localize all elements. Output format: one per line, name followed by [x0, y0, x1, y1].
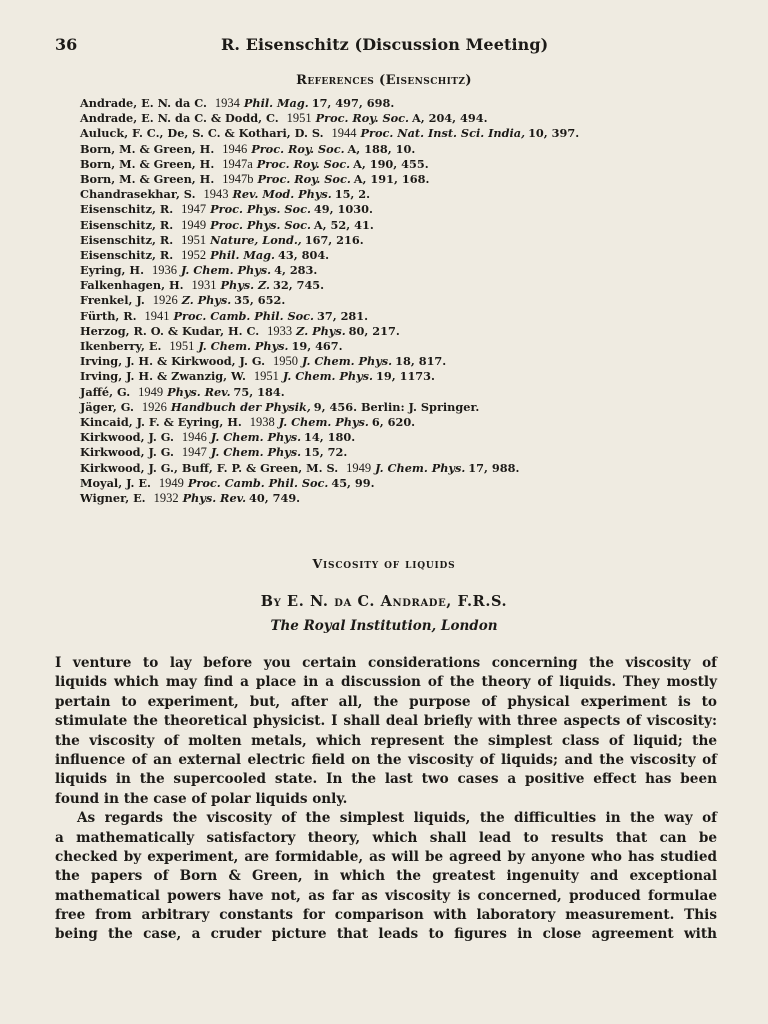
reference-volume: 32, [272, 278, 293, 293]
reference-journal: Z. Phys. [296, 323, 346, 338]
reference-pages: 497, 698. [335, 96, 395, 110]
reference-year: 1931 [191, 278, 217, 293]
reference-pages: 281. [340, 308, 369, 323]
reference-item [80, 248, 700, 263]
reference-year: 1947a [222, 156, 253, 171]
reference-pages: 749. [272, 490, 301, 505]
reference-volume: 4, [274, 263, 286, 278]
reference-journal: Proc. Roy. Soc. [315, 111, 409, 126]
reference-item [80, 324, 700, 339]
reference-journal: Proc. Nat. Inst. Sci. India, [360, 126, 526, 141]
reference-year: 1944 [331, 126, 357, 141]
reference-item [80, 96, 700, 111]
reference-authors: Moyal, J. E. [80, 475, 151, 490]
reference-volume: 14, [304, 430, 324, 445]
reference-authors: Chandrasekhar, S. [80, 187, 196, 202]
reference-item [80, 354, 700, 369]
reference-year: 1950 [272, 354, 298, 369]
article-affiliation: The Royal Institution, London [270, 618, 498, 634]
reference-authors: Irving, J. H. & Kirkwood, J. G. [80, 354, 266, 369]
body-line: liquids which may find a place in a discussion of the theory of liquids. They mostly [55, 674, 717, 691]
reference-item [80, 293, 700, 308]
reference-year: 1943 [203, 187, 229, 202]
reference-item [80, 218, 700, 233]
body-line: mathematical powers have not, as far as viscosity is concerned, produced formulae [55, 887, 717, 904]
reference-authors: Eyring, H. [80, 263, 145, 278]
article-byline: By E. N. da C. Andrade, F.R.S. [260, 593, 508, 610]
reference-journal: Proc. Phys. Soc. [210, 217, 311, 232]
reference-journal: Phys. Rev. [167, 384, 231, 399]
body-line: a mathematically satisfactory theory, which shall lead to results that can be [55, 829, 717, 846]
reference-volume: A, 188, [347, 141, 392, 156]
reference-item [80, 400, 700, 415]
reference-item [80, 126, 700, 141]
reference-journal: J. Chem. Phys. [301, 354, 393, 369]
reference-journal: Nature, Lond., [210, 232, 302, 247]
reference-pages: 652. [257, 293, 286, 308]
reference-year: 1951 [253, 369, 279, 384]
reference-pages: 10. [395, 141, 416, 156]
reference-journal: Proc. Roy. Soc. [257, 171, 351, 186]
reference-year: 1949 [158, 475, 184, 490]
reference-volume: 19, [375, 369, 396, 384]
reference-authors: Jaffé, G. [80, 384, 131, 399]
running-head [55, 35, 715, 57]
reference-item [80, 415, 700, 430]
reference-authors: Eisenschitz, R. [80, 247, 174, 262]
reference-year: 1947 [181, 202, 207, 217]
reference-item [80, 202, 700, 217]
reference-journal: Phil. Mag. [210, 247, 275, 262]
reference-pages: 168. [401, 171, 430, 186]
reference-authors: Wigner, E. [80, 490, 146, 505]
reference-pages: 72. [327, 445, 348, 460]
reference-item [80, 309, 700, 324]
page-number: 36 [55, 35, 78, 54]
reference-journal: Phys. Rev. [182, 490, 246, 505]
reference-volume: 35, [234, 293, 254, 308]
reference-pages: 397. [551, 126, 580, 141]
reference-authors: Born, M. & Green, H. [80, 141, 215, 156]
reference-pages: 804. [301, 247, 330, 262]
reference-year: 1932 [153, 490, 179, 505]
reference-authors: Falkenhagen, H. [80, 278, 184, 293]
body-line: As regards the viscosity of the simplest liquids, the difficulties in the way of [77, 810, 717, 827]
reference-volume: 9, [313, 399, 326, 414]
reference-volume: 75, [233, 384, 254, 399]
references-heading: References (Eisenschitz) [296, 73, 472, 88]
reference-pages: 745. [296, 278, 325, 293]
reference-year: 1947 [181, 445, 207, 460]
reference-volume: 18, [395, 354, 415, 369]
reference-pages: 817. [418, 354, 447, 369]
reference-authors: Auluck, F. C., De, S. C. & Kothari, D. S. [80, 126, 324, 141]
reference-authors: Ikenberry, E. [80, 339, 162, 353]
reference-journal: J. Chem. Phys. [278, 414, 369, 429]
body-line: checked by experiment, are formidable, as will be agreed by anyone who has studied [55, 848, 717, 865]
reference-journal: Phil. Mag. [243, 96, 309, 110]
body-paragraph [55, 809, 717, 945]
body-line: the papers of Born & Green, in which the greatest ingenuity and exceptional [55, 868, 717, 885]
reference-year: 1946 [181, 430, 207, 445]
reference-volume: 17, [311, 96, 332, 110]
body-line: pertain to experiment, but, after all, the purpose of physical experiment is to [55, 693, 717, 710]
reference-journal: Proc. Camb. Phil. Soc. [173, 308, 314, 323]
reference-pages: 180. [327, 430, 356, 445]
reference-authors: Born, M. & Green, H. [80, 156, 215, 171]
reference-authors: Herzog, R. O. & Kudar, H. C. [80, 323, 260, 338]
reference-item [80, 369, 700, 384]
reference-journal: J. Chem. Phys. [375, 460, 466, 475]
reference-year: 1947b [222, 171, 254, 186]
reference-authors: Kirkwood, J. G. [80, 445, 174, 460]
body-line: influence of an external electric field on the viscosity of liquids; and the viscosity of [55, 751, 717, 768]
reference-volume: 10, [528, 126, 548, 141]
reference-volume: 45, [331, 475, 351, 490]
reference-year: 1936 [151, 263, 177, 278]
reference-item [80, 111, 700, 126]
reference-authors: Born, M. & Green, H. [80, 171, 215, 186]
reference-year: 1934 [214, 96, 240, 110]
reference-volume: 40, [249, 490, 269, 505]
reference-volume: 17, [468, 460, 488, 475]
article-body [55, 654, 717, 945]
reference-volume: 6, [371, 414, 384, 429]
reference-volume: A, 204, [411, 111, 457, 126]
reference-pages: 456. Berlin: J. Springer. [329, 399, 480, 414]
reference-item [80, 430, 700, 445]
reference-item [80, 491, 700, 506]
reference-item [80, 385, 700, 400]
reference-pages: 620. [387, 414, 416, 429]
reference-authors: Frenkel, J. [80, 293, 145, 308]
reference-volume: 167, [304, 232, 333, 247]
reference-authors: Andrade, E. N. da C. [80, 96, 207, 110]
reference-year: 1951 [286, 111, 312, 126]
reference-item [80, 233, 700, 248]
reference-pages: 494. [460, 111, 488, 126]
reference-item [80, 172, 700, 187]
reference-item [80, 461, 700, 476]
reference-year: 1949 [181, 217, 207, 232]
reference-journal: J. Chem. Phys. [210, 445, 302, 460]
body-paragraph [55, 654, 717, 809]
reference-year: 1949 [138, 384, 164, 399]
reference-journal: Proc. Roy. Soc. [251, 141, 345, 156]
reference-journal: Rev. Mod. Phys. [232, 187, 332, 202]
reference-pages: 1173. [399, 369, 435, 384]
reference-authors: Irving, J. H. & Zwanzig, W. [80, 369, 246, 384]
reference-authors: Jäger, G. [80, 399, 134, 414]
reference-journal: Z. Phys. [181, 293, 232, 308]
reference-journal: J. Chem. Phys. [282, 369, 373, 384]
reference-year: 1941 [144, 308, 170, 323]
reference-item [80, 142, 700, 157]
reference-year: 1938 [249, 414, 275, 429]
body-line: free from arbitrary constants for comparison with laboratory measurement. This [55, 907, 717, 924]
reference-year: 1952 [181, 247, 207, 262]
reference-item [80, 187, 700, 202]
reference-pages: 184. [257, 384, 285, 399]
reference-volume: 49, [313, 202, 334, 217]
reference-item [80, 445, 700, 460]
reference-item [80, 157, 700, 172]
reference-journal: Phys. Z. [220, 278, 270, 293]
reference-volume: 15, [304, 445, 324, 460]
body-line: I venture to lay before you certain considerations concerning the viscosity of [55, 655, 717, 671]
reference-pages: 283. [289, 263, 318, 278]
reference-year: 1926 [152, 293, 178, 308]
reference-authors: Kirkwood, J. G., Buff, F. P. & Green, M. S. [80, 460, 339, 475]
reference-authors: Andrade, E. N. da C. & Dodd, C. [80, 111, 279, 126]
reference-journal: J. Chem. Phys. [198, 339, 289, 353]
body-line: the viscosity of molten metals, which represent the simplest class of liquid; the [55, 732, 717, 749]
reference-volume: A, 191, [353, 171, 398, 186]
reference-item [80, 263, 700, 278]
reference-year: 1946 [222, 141, 248, 156]
reference-journal: Proc. Roy. Soc. [256, 156, 351, 171]
reference-journal: Handbuch der Physik, [170, 399, 311, 414]
reference-item [80, 476, 700, 491]
reference-volume: 43, [278, 247, 298, 262]
running-head-title: R. Eisenschitz (Discussion Meeting) [221, 35, 549, 54]
reference-authors: Fürth, R. [80, 308, 137, 323]
reference-pages: 988. [491, 460, 520, 475]
reference-volume: 19, [291, 339, 312, 353]
body-line: being the case, a cruder picture that leads to figures in close agreement with [55, 926, 717, 943]
reference-pages: 455. [401, 156, 429, 171]
reference-year: 1951 [169, 339, 195, 353]
reference-volume: 37, [316, 308, 337, 323]
reference-list [80, 96, 700, 506]
reference-item [80, 339, 700, 354]
reference-pages: 41. [354, 217, 374, 232]
reference-year: 1926 [141, 399, 167, 414]
reference-volume: 80, [348, 323, 369, 338]
reference-volume: 15, [334, 187, 355, 202]
reference-year: 1951 [181, 232, 207, 247]
body-line: stimulate the theoretical physicist. I shall deal briefly with three aspects of viscosity: [55, 713, 717, 730]
reference-journal: J. Chem. Phys. [180, 263, 272, 278]
reference-journal: Proc. Phys. Soc. [210, 202, 311, 217]
reference-pages: 99. [354, 475, 375, 490]
reference-pages: 2. [358, 187, 371, 202]
article-title: Viscosity of liquids [312, 556, 456, 571]
reference-volume: A, 52, [313, 217, 351, 232]
reference-authors: Eisenschitz, R. [80, 232, 174, 247]
reference-authors: Kirkwood, J. G. [80, 430, 174, 445]
body-line: liquids in the supercooled state. In the last two cases a positive effect has been [55, 771, 717, 788]
reference-journal: J. Chem. Phys. [210, 430, 302, 445]
reference-volume: A, 190, [353, 156, 398, 171]
reference-authors: Eisenschitz, R. [80, 202, 174, 217]
reference-year: 1949 [346, 460, 372, 475]
reference-pages: 217. [372, 323, 400, 338]
reference-journal: Proc. Camb. Phil. Soc. [187, 475, 329, 490]
body-line: found in the case of polar liquids only. [55, 790, 348, 807]
reference-authors: Kincaid, J. F. & Eyring, H. [80, 414, 242, 429]
reference-pages: 1030. [337, 202, 373, 217]
reference-year: 1933 [267, 323, 293, 338]
reference-pages: 467. [315, 339, 343, 353]
reference-authors: Eisenschitz, R. [80, 217, 174, 232]
reference-item [80, 278, 700, 293]
reference-pages: 216. [336, 232, 364, 247]
